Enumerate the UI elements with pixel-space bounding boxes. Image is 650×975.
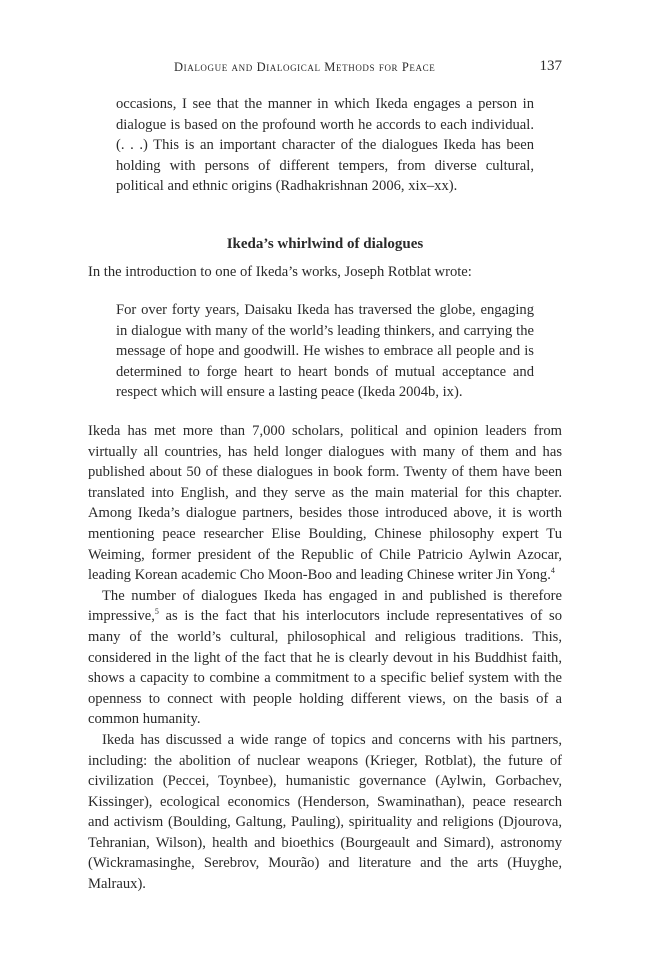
- paragraph-1: [88, 421, 562, 586]
- paragraph-2-text-after: as is the fact that his interlocutors include representatives of so many of the world’s cultural, philosophical and religious traditions. This, considered in the light of the fact that he is clearly devout in his Buddhist faith, shows a capacity to combine a commitment to a specific belief system with the openness to connect with people holding different views, on the basis of a common humanity.: [88, 608, 562, 728]
- running-header: [88, 60, 562, 82]
- running-title: Dialogue and Dialogical Methods for Peace: [174, 60, 436, 74]
- paragraph-2: [88, 586, 562, 730]
- block-quote-continued: occasions, I see that the manner in which Ikeda engages a person in dialogue is based on the profound worth he accords to each individual. (. . .) This is an important character of the dialogues Ikeda has been holding with persons of different tempers, from diverse cultural, political and ethnic origins (Radhakrishnan 2006, xix–xx).: [116, 96, 534, 195]
- paragraph-1-text: Ikeda has met more than 7,000 scholars, political and opinion leaders from virtually all countries, has held longer dialogues with many of them and has published about 50 of these dialogues in book form. Twenty of them have been translated into English, and they serve as the main material for this chapter. Among Ikeda’s dialogue partners, besides those introduced above, it is worth mentioning peace researcher Elise Boulding, Chinese philosophy expert Tu Weiming, former president of the Republic of Chile Patricio Aylwin Azocar, leading Korean academic Cho Moon-Boo and leading Chinese writer Jin Yong.: [88, 423, 562, 584]
- intro-paragraph: In the introduction to one of Ikeda’s works, Joseph Rotblat wrote:: [88, 264, 472, 280]
- section-heading: Ikeda’s whirlwind of dialogues: [226, 236, 424, 252]
- body-text: [88, 421, 562, 895]
- paragraph-2-text-before: The number of dialogues Ikeda has engaged in and published is therefore impressive,: [88, 587, 562, 625]
- paragraph-3: Ikeda has discussed a wide range of topics and concerns with his partners, including: the abolition of nuclear weapons (Krieger, Rotblat), the future of civilization (Peccei, Toynbee), humanistic governance (Aylwin, Gorbachev, Kissinger), ecological economics (Henderson, Swaminathan), peace research and activism (Boulding, Galtung, Pauling), spirituality and religions (Djourova, Tehranian, Wilson), health and bioethics (Bourgeault and Simard), astronomy (Wickramasinghe, Serebrov, Mourão) and literature and the arts (Huyghe, Malraux).: [88, 731, 562, 893]
- footnote-marker-4: 4: [550, 566, 555, 576]
- page-number: 137: [539, 58, 562, 74]
- footnote-marker-5: 5: [154, 607, 159, 617]
- block-quote-rotblat: For over forty years, Daisaku Ikeda has traversed the globe, engaging in dialogue with many of the world’s leading thinkers, and carrying the message of hope and goodwill. He wishes to embrace all people and is determined to forge heart to heart bonds of mutual acceptance and respect which will ensure a lasting peace (Ikeda 2004b, ix).: [116, 302, 534, 401]
